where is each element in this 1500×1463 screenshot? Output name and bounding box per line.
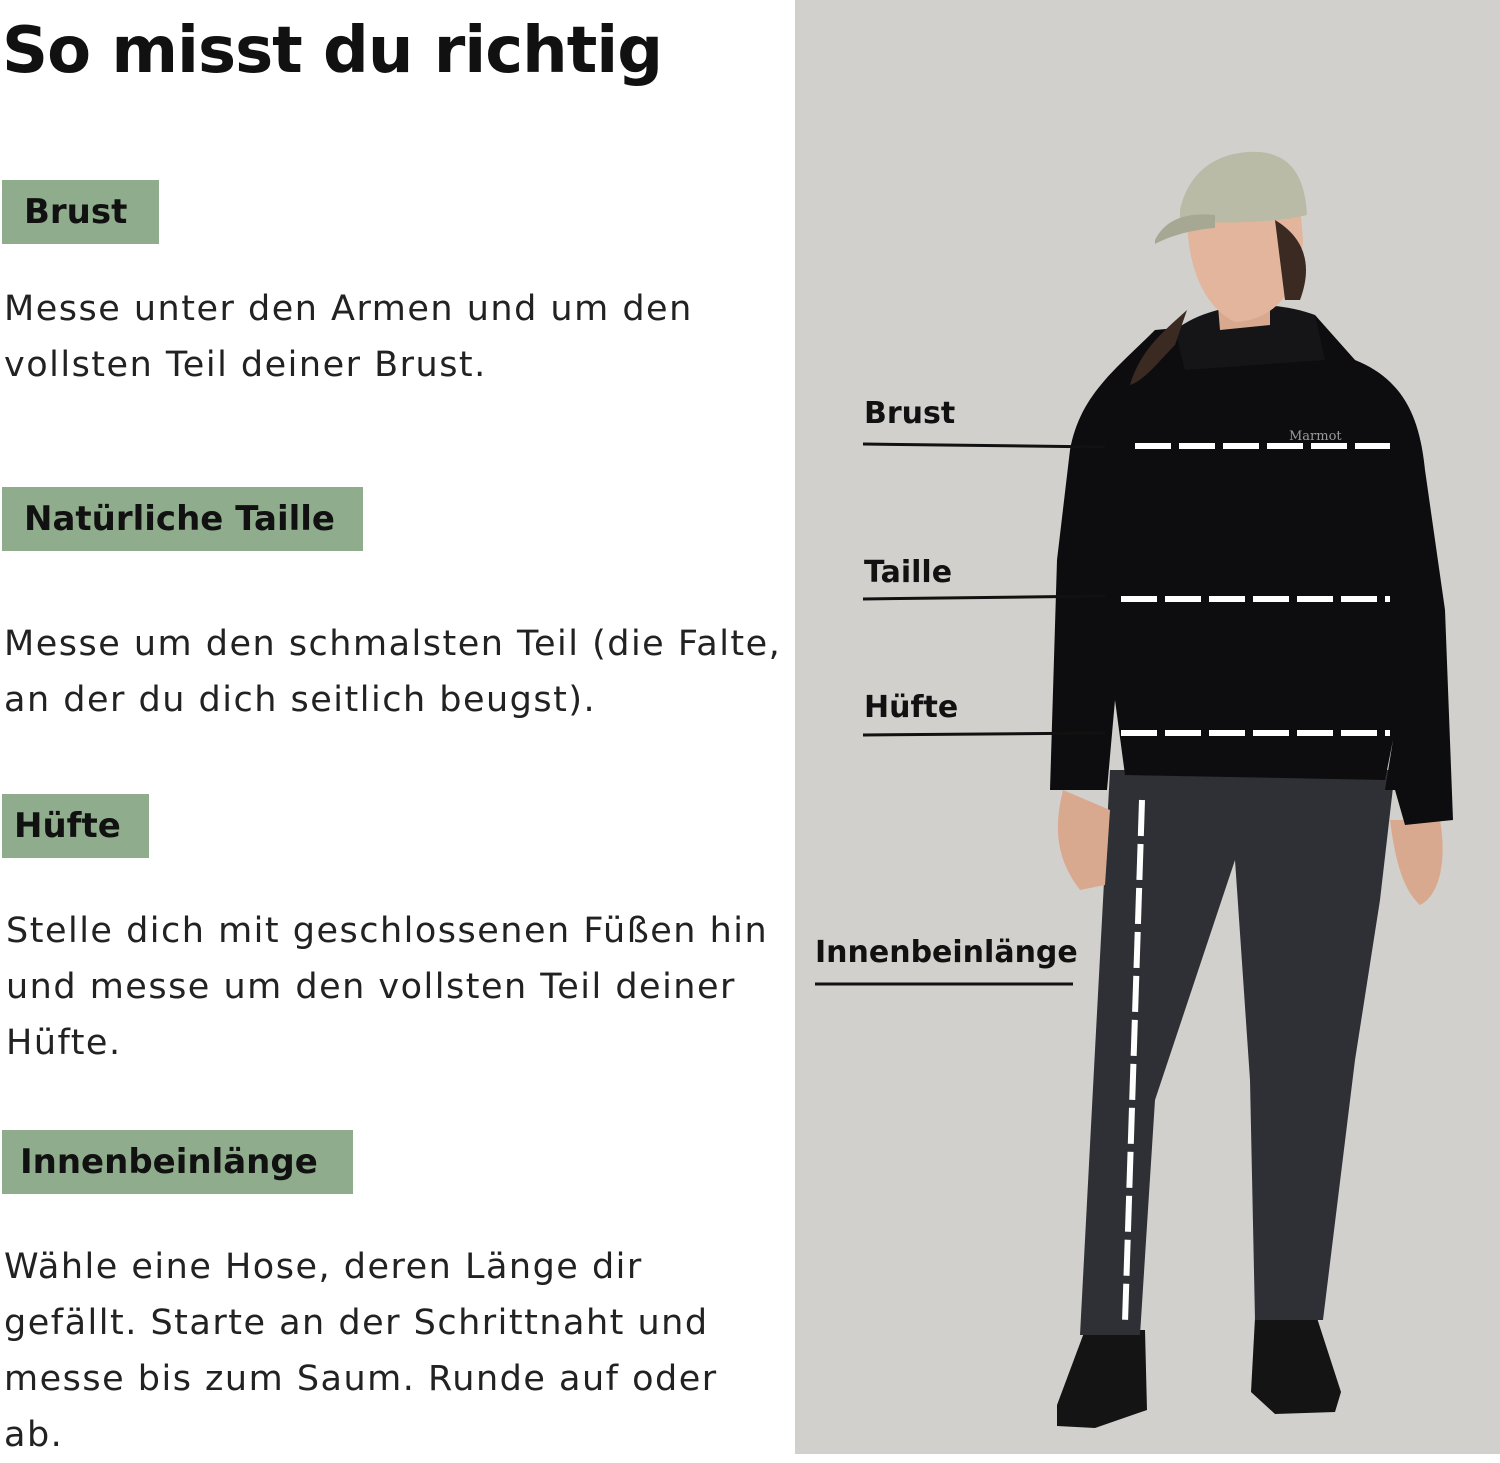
right-hand xyxy=(1390,820,1443,905)
cap xyxy=(1180,152,1307,223)
page-title: So misst du richtig xyxy=(2,14,663,88)
left-hand xyxy=(1058,790,1110,890)
jacket-logo: Marmot xyxy=(1289,429,1342,444)
left-shoe xyxy=(1057,1330,1147,1428)
model-illustration xyxy=(795,0,1500,1454)
section-text-chest: Messe unter den Armen und um den vollsten Teil deiner Brust. xyxy=(4,289,693,385)
section-text-waist: Messe um den schmalsten Teil (die Falte, an der du dich seitlich beugst). xyxy=(4,624,782,720)
hip-leader-line xyxy=(863,733,1105,735)
label-inseam: Innenbeinlänge xyxy=(815,935,1078,970)
label-waist: Taille xyxy=(864,555,953,590)
jacket xyxy=(1050,315,1453,825)
right-shoe xyxy=(1251,1318,1341,1414)
section-label-chest: Brust xyxy=(2,180,159,244)
section-text-hip: Stelle dich mit geschlossenen Füßen hin und messe um den vollsten Teil deiner Hüfte. xyxy=(6,911,769,1063)
chest-leader-line xyxy=(863,444,1105,447)
label-chest: Brust xyxy=(864,396,956,431)
section-label-hip: Hüfte xyxy=(2,794,149,858)
model-photo xyxy=(795,0,1500,1454)
label-hip: Hüfte xyxy=(864,690,959,725)
section-text-inseam: Wähle eine Hose, deren Länge dir gefällt. Starte an der Schrittnaht und messe bis zum Saum. Runde auf oder ab. xyxy=(4,1247,718,1455)
section-label-inseam: Innenbeinlänge xyxy=(2,1130,353,1194)
section-label-waist: Natürliche Taille xyxy=(2,487,363,551)
